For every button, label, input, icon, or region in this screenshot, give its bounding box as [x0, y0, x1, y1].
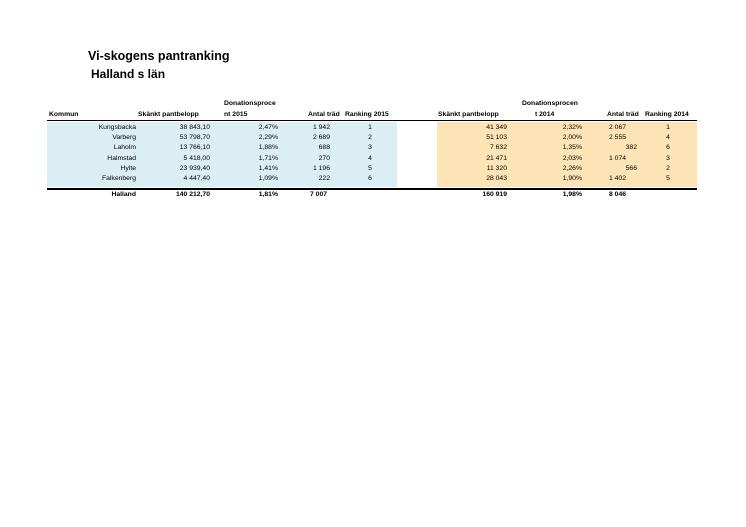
header-pant-2015: Skänkt pantbelopp: [138, 111, 199, 118]
header-donation-2014-line2: t 2014: [535, 111, 555, 118]
cell-donation-2014: 2,00%: [562, 134, 582, 141]
cell-pant-2015: 23 939,40: [179, 165, 210, 172]
cell-ranking-2015: 3: [368, 144, 372, 151]
cell-donation-2015: 1,71%: [258, 155, 278, 162]
cell-ranking-2014: 5: [666, 175, 670, 182]
cell-trad-2014: 382: [625, 144, 637, 151]
cell-donation-2014: 2,26%: [562, 165, 582, 172]
header-trad-2015: Antal träd: [308, 111, 340, 118]
cell-pant-2014: 21 471: [486, 155, 507, 162]
cell-ranking-2015: 6: [368, 175, 372, 182]
cell-trad-2015: 222: [318, 175, 330, 182]
cell-trad-2015: 1 196: [312, 165, 330, 172]
page-title: Vi-skogens pantranking: [88, 49, 230, 63]
cell-ranking-2015: 5: [368, 165, 372, 172]
total-kommun: Halland: [111, 191, 136, 198]
total-donation-2015: 1,81%: [258, 191, 278, 198]
cell-pant-2014: 7 632: [489, 144, 507, 151]
header-rule: [47, 120, 697, 121]
header-ranking-2015: Ranking 2015: [345, 111, 389, 118]
cell-pant-2014: 51 103: [486, 134, 507, 141]
cell-trad-2015: 2 689: [312, 134, 330, 141]
header-ranking-2014: Ranking 2014: [645, 111, 689, 118]
cell-pant-2014: 28 043: [486, 175, 507, 182]
cell-ranking-2015: 1: [368, 124, 372, 131]
cell-donation-2014: 1,35%: [562, 144, 582, 151]
cell-kommun: Kungsbacka: [98, 124, 136, 131]
cell-donation-2015: 1,09%: [258, 175, 278, 182]
cell-pant-2015: 4 447,40: [183, 175, 210, 182]
cell-pant-2014: 11 320: [486, 165, 507, 172]
cell-ranking-2014: 1: [666, 124, 670, 131]
cell-ranking-2014: 2: [666, 165, 670, 172]
total-pant-2015: 140 212,70: [175, 191, 210, 198]
cell-donation-2014: 1,90%: [562, 175, 582, 182]
cell-trad-2015: 270: [318, 155, 330, 162]
cell-trad-2014: 2 555: [609, 134, 627, 141]
cell-donation-2015: 2,47%: [258, 124, 278, 131]
cell-trad-2015: 1 942: [312, 124, 330, 131]
total-rule: [47, 188, 697, 190]
header-donation-2014-line1: Donationsprocen: [522, 100, 578, 107]
header-trad-2014: Antal träd: [607, 111, 639, 118]
cell-pant-2015: 53 798,70: [179, 134, 210, 141]
cell-kommun: Falkenberg: [101, 175, 136, 182]
cell-trad-2014: 566: [625, 165, 637, 172]
total-trad-2015: 7 007: [310, 191, 328, 198]
cell-pant-2014: 41 349: [486, 124, 507, 131]
cell-ranking-2015: 4: [368, 155, 372, 162]
cell-ranking-2014: 4: [666, 134, 670, 141]
header-donation-2015-line1: Donationsproce: [224, 100, 276, 107]
cell-kommun: Hylte: [120, 165, 136, 172]
cell-ranking-2014: 6: [666, 144, 670, 151]
header-donation-2015-line2: nt 2015: [224, 111, 248, 118]
cell-trad-2014: 2 067: [609, 124, 627, 131]
total-donation-2014: 1,98%: [562, 191, 582, 198]
cell-trad-2015: 688: [318, 144, 330, 151]
cell-trad-2014: 1 402: [609, 175, 627, 182]
cell-kommun: Varberg: [112, 134, 136, 141]
cell-donation-2015: 2,29%: [258, 134, 278, 141]
page-subtitle: Halland s län: [91, 67, 166, 81]
cell-trad-2014: 1 074: [609, 155, 627, 162]
header-kommun: Kommun: [49, 111, 79, 118]
total-trad-2014: 8 046: [609, 191, 627, 198]
cell-donation-2014: 2,32%: [562, 124, 582, 131]
total-pant-2014: 160 919: [482, 191, 507, 198]
cell-kommun: Halmstad: [107, 155, 136, 162]
cell-ranking-2015: 2: [368, 134, 372, 141]
cell-donation-2015: 1,88%: [258, 144, 278, 151]
cell-pant-2015: 13 766,10: [179, 144, 210, 151]
cell-donation-2014: 2,03%: [562, 155, 582, 162]
header-pant-2014: Skänkt pantbelopp: [438, 111, 499, 118]
cell-pant-2015: 5 418,00: [183, 155, 210, 162]
cell-ranking-2014: 3: [666, 155, 670, 162]
cell-pant-2015: 38 843,10: [179, 124, 210, 131]
cell-kommun: Laholm: [113, 144, 136, 151]
cell-donation-2015: 1,41%: [258, 165, 278, 172]
